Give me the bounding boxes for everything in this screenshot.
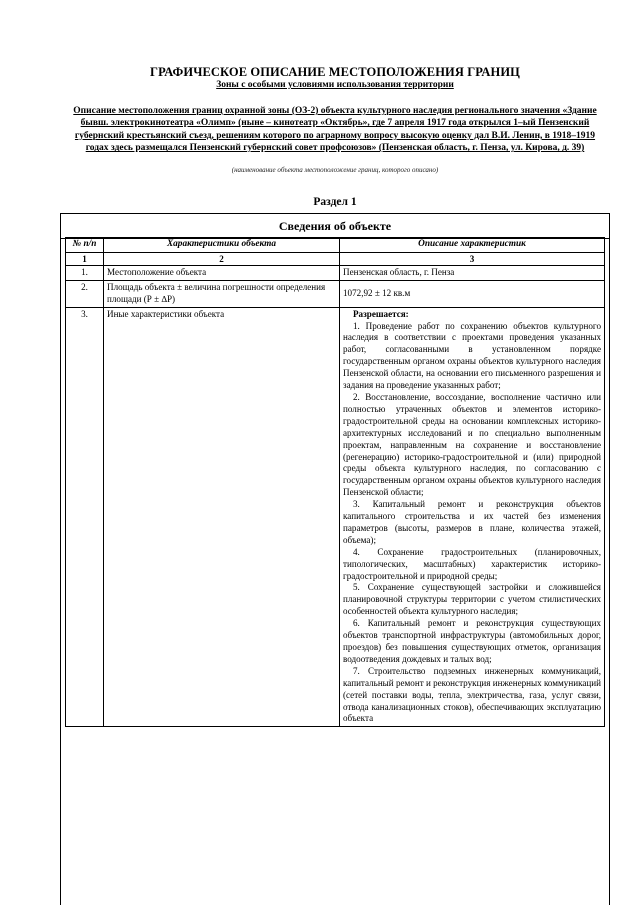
- header-characteristic: Характеристики объекта: [104, 238, 340, 253]
- row-number: 3.: [66, 307, 104, 727]
- allowed-item: 7. Строительство подземных инженерных коммуникаций, капитальный ремонт и реконструкция инженерных коммуникаций (сетей поставки воды, тепла, электричества, газа, услуг связи, отвода канализационных стоков), обеспечивающих эксплуатацию объекта: [343, 665, 601, 724]
- table-row: [66, 280, 605, 307]
- object-info-title: Сведения об объекте: [61, 214, 609, 239]
- section-heading: Раздел 1: [313, 196, 357, 208]
- object-info-table: [65, 237, 605, 727]
- row-value: 1072,92 ± 12 кв.м: [340, 280, 605, 307]
- table-header-row: [66, 238, 605, 253]
- row-value-allowed: [340, 307, 605, 727]
- table-row: [66, 307, 605, 727]
- row-number: 1.: [66, 265, 104, 280]
- allowed-item: 6. Капитальный ремонт и реконструкция существующих объектов транспортной инфраструктуры (автомобильных дорог, проездов) без повышения существующих отметок, организация водоотведения дождевых и талых вод;: [343, 618, 601, 664]
- col-number: 3: [340, 252, 605, 265]
- allowed-item: 1. Проведение работ по сохранению объектов культурного наследия в соответствии с проектами проведения указанных работ, согласованными в установленном порядке государственным органом охраны объектов культурного наследия Пензенской области, на основании его письменного разрешения и задания на проведение указанных работ;: [343, 320, 601, 391]
- row-characteristic: Площадь объекта ± величина погрешности определения площади (Р ± ∆Р): [104, 280, 340, 307]
- allowed-item: 2. Восстановление, воссоздание, восполнение частично или полностью утраченных объектов и элементов историко-градостроительной среды на основании комплексных историко-архитектурных исследований и по специально выполненным проектам, направленным на сохранение и восстановление (регенерацию) историко-градостроительной и (или) природной среды объекта культурного наследия, по согласованию с государственным органом охраны объектов культурного наследия Пензенской области;: [343, 391, 601, 498]
- page-subtitle: Зоны с особыми условиями использования территории: [216, 80, 454, 90]
- col-number: 1: [66, 252, 104, 265]
- allowed-item: 5. Сохранение существующей застройки и сложившейся планировочной структуры территории с учетом стилистических особенностей объекта культурного наследия;: [343, 582, 601, 617]
- page-title: ГРАФИЧЕСКОЕ ОПИСАНИЕ МЕСТОПОЛОЖЕНИЯ ГРАНИЦ: [150, 65, 520, 79]
- column-number-row: [66, 252, 605, 265]
- header-no: № п/п: [66, 238, 104, 253]
- object-description: Описание местоположения границ охранной зоны (ОЗ-2) объекта культурного наследия регионального значения «Здание бывш. электрокинотеатра «Олимп» (ныне – кинотеатр «Октябрь», где 7 апреля 1917 года открылся 1–ый Пензенский губернский крестьянский съезд, решениям которого по аграрному вопросу высокую оценку дал В.И. Ленин, в 1918–1919 годах здесь размещался Пензенский губернский совет профсоюзов» (Пензенская область, г. Пенза, ул. Кирова, д. 39): [73, 106, 597, 154]
- allowed-item: 3. Капитальный ремонт и реконструкция объектов капитального строительства и их частей без изменения параметров (высоты, размеров в плане, количества этажей, объема);: [343, 499, 601, 545]
- row-value: Пензенская область, г. Пенза: [340, 265, 605, 280]
- col-number: 2: [104, 252, 340, 265]
- description-caption: (наименование объекта местоположение границ, которого описано): [231, 166, 439, 174]
- row-characteristic: Иные характеристики объекта: [104, 307, 340, 727]
- row-characteristic: Местоположение объекта: [104, 265, 340, 280]
- table-row: [66, 265, 605, 280]
- allowed-title: Разрешается:: [353, 308, 409, 319]
- row-number: 2.: [66, 280, 104, 307]
- header-description: Описание характеристик: [340, 238, 605, 253]
- allowed-item: 4. Сохранение градостроительных (планировочных, типологических, масштабных) характеристик историко-градостроительной и природной среды;: [343, 546, 601, 581]
